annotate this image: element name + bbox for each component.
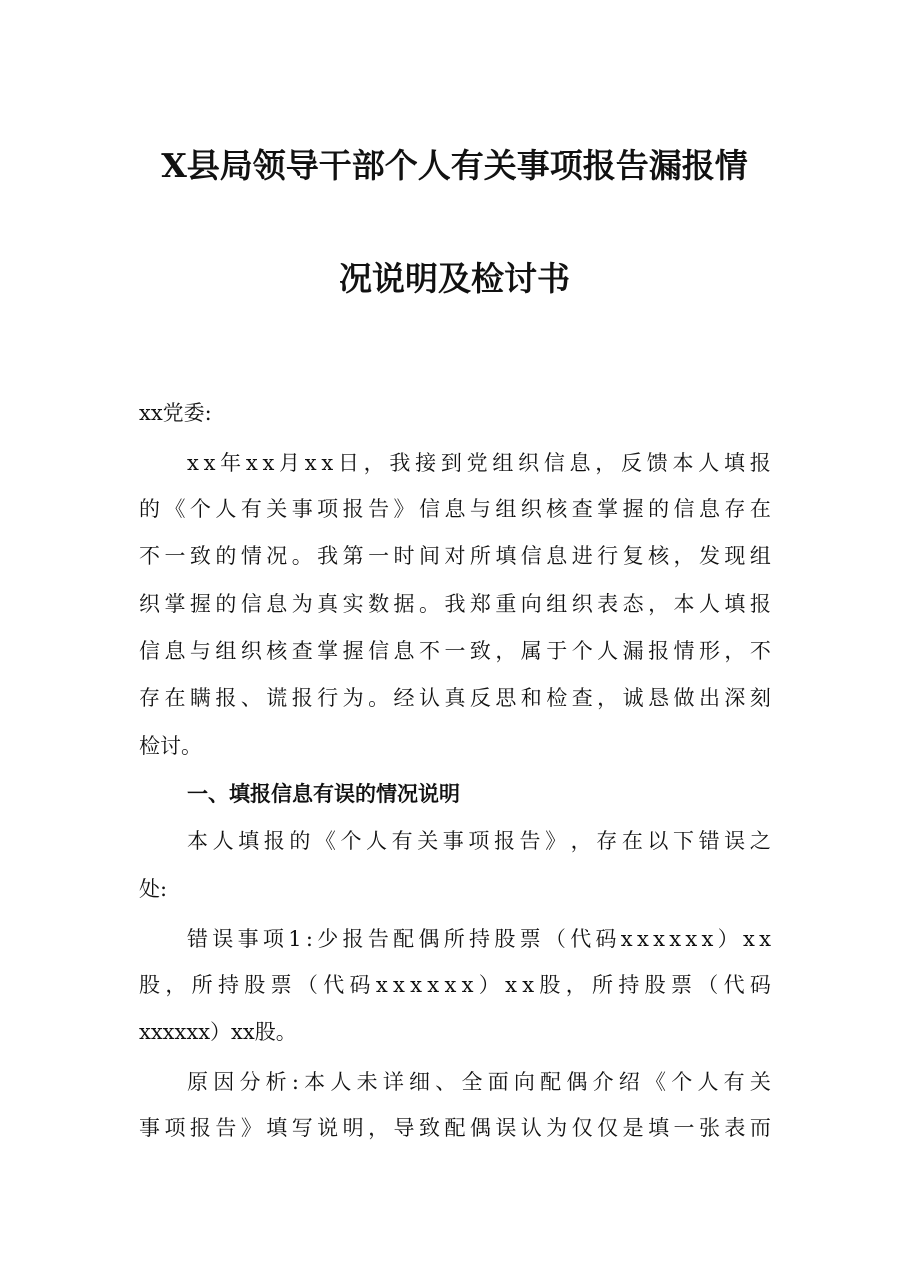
- salutation: xx党委:: [139, 401, 212, 425]
- paragraph-1-line: 不 一 致 的 情 况 。 我 第 一 时 间 对 所 填 信 息 进 行 复 核 ， 发 现 组: [139, 544, 771, 568]
- paragraph-1-line: 信 息 与 组 织 核 查 掌 握 信 息 不 一 致 ， 属 于 个 人 漏 报 情 形 ， 不: [139, 639, 771, 663]
- document-title-line-2: 况说明及检讨书: [339, 259, 570, 298]
- paragraph-3-line: 股 ， 所 持 股 票 （ 代 码 x x x x x x ） x x 股 ， 所 持 股 票 （ 代 码: [139, 973, 771, 997]
- paragraph-3-line: xxxxxx）xx股。: [139, 1020, 297, 1044]
- paragraph-1-line: x x 年 x x 月 x x 日 ， 我 接 到 党 组 织 信 息 ， 反 馈 本 人 填 报: [187, 451, 771, 475]
- paragraph-1-line: 存 在 瞒 报 、 谎 报 行 为 。 经 认 真 反 思 和 检 查 ， 诚 恳 做 出 深 刻: [139, 686, 771, 710]
- paragraph-2-line: 处:: [139, 877, 168, 901]
- section-heading: 一、填报信息有误的情况说明: [187, 781, 460, 806]
- document-title-line-1: X县局领导干部个人有关事项报告漏报情: [161, 146, 748, 185]
- paragraph-3-line: 错 误 事 项 1 : 少 报 告 配 偶 所 持 股 票 （ 代 码 x x x x x x ） x x: [187, 927, 771, 951]
- paragraph-1-line: 的 《 个 人 有 关 事 项 报 告 》 信 息 与 组 织 核 查 掌 握 的 信 息 存 在: [139, 497, 771, 521]
- paragraph-2-line: 本 人 填 报 的 《 个 人 有 关 事 项 报 告 》 ， 存 在 以 下 错 误 之: [187, 829, 771, 853]
- paragraph-1-line: 织 掌 握 的 信 息 为 真 实 数 据 。 我 郑 重 向 组 织 表 态 ， 本 人 填 报: [139, 592, 771, 616]
- paragraph-4-line: 事 项 报 告 》 填 写 说 明 ， 导 致 配 偶 误 认 为 仅 仅 是 填 一 张 表 而: [139, 1116, 771, 1140]
- paragraph-1-line: 检讨。: [139, 734, 202, 758]
- paragraph-4-line: 原 因 分 析 : 本 人 未 详 细 、 全 面 向 配 偶 介 绍 《 个 人 有 关: [187, 1070, 771, 1094]
